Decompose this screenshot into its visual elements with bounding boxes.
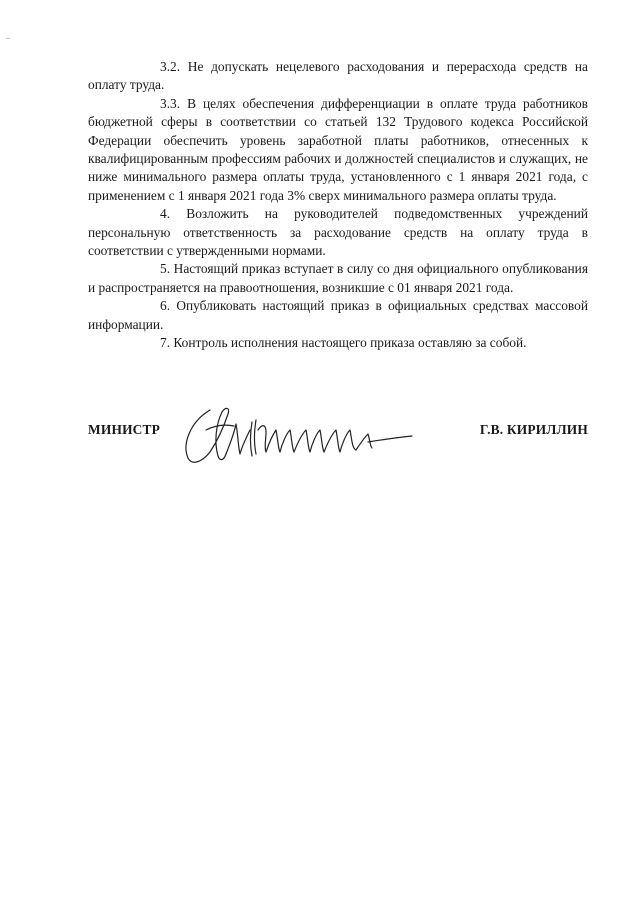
paragraph-number: 6.: [160, 298, 171, 314]
paragraph-6: [88, 297, 588, 334]
signatory-name: Г.В. КИРИЛЛИН: [479, 422, 588, 437]
paragraph-3-3: [88, 95, 588, 205]
paragraph-number: 5.: [160, 261, 171, 277]
paragraph-5: [88, 260, 588, 297]
paragraph-number: 7.: [160, 335, 171, 351]
paragraph-text: Опубликовать настоящий приказ в официальных средствах массовой информации.: [88, 298, 588, 332]
paragraph-text: Возложить на руководителей подведомственных учреждений персональную ответственность за расходование средств на оплату труда в соответствии с утвержденными нормами.: [88, 206, 588, 259]
paragraph-7: [88, 334, 588, 352]
paragraph-text: Настоящий приказ вступает в силу со дня официального опубликования и распространяется на правоотношения, возникшие с 01 января 2021 года.: [88, 261, 588, 295]
paragraph-number: 3.2.: [160, 59, 181, 74]
paragraph-number: 4.: [160, 206, 171, 222]
paragraph-4: [88, 205, 588, 260]
document-body: [88, 58, 588, 353]
paragraph-number: 3.3.: [160, 95, 181, 111]
handwritten-signature: [180, 400, 416, 480]
signature-block: [88, 416, 588, 476]
paragraph-text: Контроль исполнения настоящего приказа оставляю за собой.: [173, 335, 527, 351]
paragraph-3-2: [88, 58, 588, 95]
signatory-title: МИНИСТР: [88, 422, 161, 437]
paragraph-text: Не допускать нецелевого расходования и перерасхода средств на оплату труда.: [88, 59, 588, 93]
paragraph-text: В целях обеспечения дифференциации в оплате труда работников бюджетной сферы в соответствии со статьей 132 Трудового кодекса Российской Федерации обеспечить уровень заработной платы работников, отнесенных к квалифицированным профессиям рабочих и должностей специалистов и служащих, не ниже минимального размера оплаты труда, установленного с 1 января 2021 года, с применением с 1 января 2021 года 3% сверх минимального размера оплаты труда.: [88, 95, 588, 203]
scan-mark: [6, 38, 10, 39]
